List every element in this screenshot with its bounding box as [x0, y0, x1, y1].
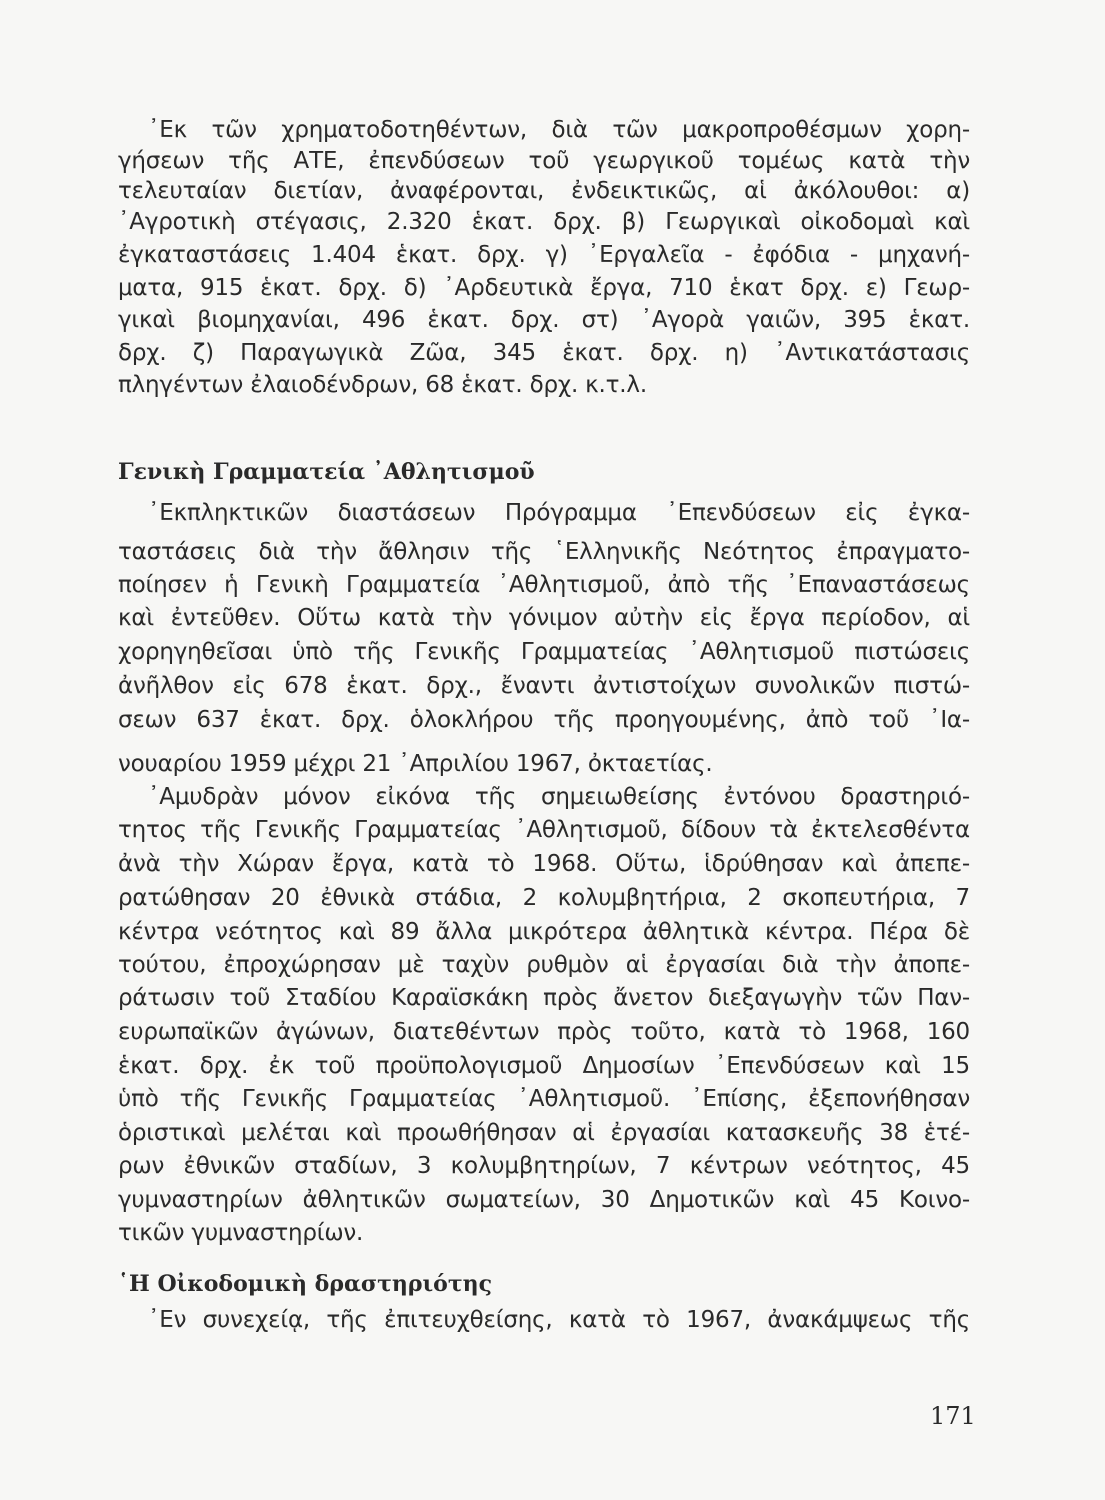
text-line: ᾽Αγροτικὴ στέγασις, 2.320 ἑκατ. δρχ. β) Γεωργικαὶ οἰκοδομαὶ καὶ — [118, 209, 970, 235]
text-line: ευρωπαϊκῶν ἀγώνων, διατεθέντων πρὸς τοῦτο, κατὰ τὸ 1968, 160 — [118, 1019, 970, 1045]
text-line: κέντρα νεότητος καὶ 89 ἄλλα μικρότερα ἀθλητικὰ κέντρα. Πέρα δὲ — [118, 919, 970, 945]
text-line: νουαρίου 1959 μέχρι 21 ᾽Απριλίου 1967, ὀκταετίας. — [118, 751, 713, 777]
text-line: ᾽Εν συνεχείᾳ, τῆς ἐπιτευχθείσης, κατὰ τὸ 1967, ἀνακάμψεως τῆς — [148, 1307, 970, 1333]
text-line: δρχ. ζ) Παραγωγικὰ Ζῶα, 345 ἑκατ. δρχ. η) ᾽Αντικατάστασις — [118, 340, 970, 366]
text-line: τελευταίαν διετίαν, ἀναφέρονται, ἐνδεικτικῶς, αἱ ἀκόλουθοι: α) — [118, 178, 970, 204]
page-number: 171 — [930, 1402, 976, 1430]
text-line: ἀνὰ τὴν Χώραν ἔργα, κατὰ τὸ 1968. Οὕτω, ἱδρύθησαν καὶ ἀπεπε- — [118, 851, 970, 877]
text-line: γικαὶ βιομηχανίαι, 496 ἑκατ. δρχ. στ) ᾽Αγορὰ γαιῶν, 395 ἑκατ. — [118, 307, 970, 333]
text-line: πληγέντων ἐλαιοδένδρων, 68 ἑκατ. δρχ. κ.τ.λ. — [118, 372, 647, 398]
text-line: ἀνῆλθον εἰς 678 ἑκατ. δρχ., ἔναντι ἀντιστοίχων συνολικῶν πιστώ- — [118, 673, 970, 699]
text-line: ᾽Εκ τῶν χρηματοδοτηθέντων, διὰ τῶν μακροπροθέσμων χορη- — [148, 117, 970, 143]
text-line: γήσεων τῆς ΑΤΕ, ἐπενδύσεων τοῦ γεωργικοῦ τομέως κατὰ τὴν — [118, 148, 970, 174]
text-line: ἐγκαταστάσεις 1.404 ἑκατ. δρχ. γ) ᾽Εργαλεῖα - ἐφόδια - μηχανή- — [118, 242, 970, 268]
text-line: ὁριστικαὶ μελέται καὶ προωθήθησαν αἱ ἐργασίαι κατασκευῆς 38 ἑτέ- — [118, 1120, 970, 1146]
text-line: ματα, 915 ἑκατ. δρχ. δ) ᾽Αρδευτικὰ ἔργα, 710 ἑκατ δρχ. ε) Γεωρ- — [118, 275, 970, 301]
text-line: ποίησεν ἡ Γενικὴ Γραμματεία ᾽Αθλητισμοῦ, ἀπὸ τῆς ᾽Επαναστάσεως — [118, 572, 970, 598]
text-line: σεων 637 ἑκατ. δρχ. ὁλοκλήρου τῆς προηγουμένης, ἀπὸ τοῦ ᾽Ια- — [118, 707, 970, 733]
text-line: ᾽Αμυδρὰν μόνον εἰκόνα τῆς σημειωθείσης ἐντόνου δραστηριό- — [148, 784, 970, 810]
text-line: γυμναστηρίων ἀθλητικῶν σωματείων, 30 Δημοτικῶν καὶ 45 Κοινο- — [118, 1187, 970, 1213]
section-heading: Γενικὴ Γραμματεία ᾽Αθλητισμοῦ — [118, 459, 535, 485]
text-line: χορηγηθεῖσαι ὑπὸ τῆς Γενικῆς Γραμματείας ᾽Αθλητισμοῦ πιστώσεις — [118, 639, 970, 665]
text-line: ταστάσεις διὰ τὴν ἄθλησιν τῆς ῾Ελληνικῆς Νεότητος ἐπραγματο- — [118, 539, 970, 565]
text-line: ράτωσιν τοῦ Σταδίου Καραϊσκάκη πρὸς ἄνετον διεξαγωγὴν τῶν Παν- — [118, 985, 970, 1011]
text-line: καὶ ἐντεῦθεν. Οὕτω κατὰ τὴν γόνιμον αὐτὴν εἰς ἔργα περίοδον, αἱ — [118, 605, 970, 631]
section-heading: ῾Η Οἰκοδομικὴ δραστηριότης — [118, 1271, 493, 1297]
text-line: τητος τῆς Γενικῆς Γραμματείας ᾽Αθλητισμοῦ, δίδουν τὰ ἐκτελεσθέντα — [118, 817, 970, 843]
text-line: ὑπὸ τῆς Γενικῆς Γραμματείας ᾽Αθλητισμοῦ. ᾽Επίσης, ἐξεπονήθησαν — [118, 1086, 970, 1112]
text-line: τούτου, ἐπροχώρησαν μὲ ταχὺν ρυθμὸν αἱ ἐργασίαι διὰ τὴν ἀποπε- — [118, 952, 970, 978]
text-line: ρων ἐθνικῶν σταδίων, 3 κολυμβητηρίων, 7 κέντρων νεότητος, 45 — [118, 1153, 970, 1179]
text-line: τικῶν γυμναστηρίων. — [118, 1220, 364, 1246]
text-line: ἑκατ. δρχ. ἐκ τοῦ προϋπολογισμοῦ Δημοσίων ᾽Επενδύσεων καὶ 15 — [118, 1053, 970, 1079]
text-line: ᾽Εκπληκτικῶν διαστάσεων Πρόγραμμα ᾽Επενδύσεων εἰς ἐγκα- — [148, 500, 970, 526]
text-line: ρατώθησαν 20 ἐθνικὰ στάδια, 2 κολυμβητήρια, 2 σκοπευτήρια, 7 — [118, 885, 970, 911]
